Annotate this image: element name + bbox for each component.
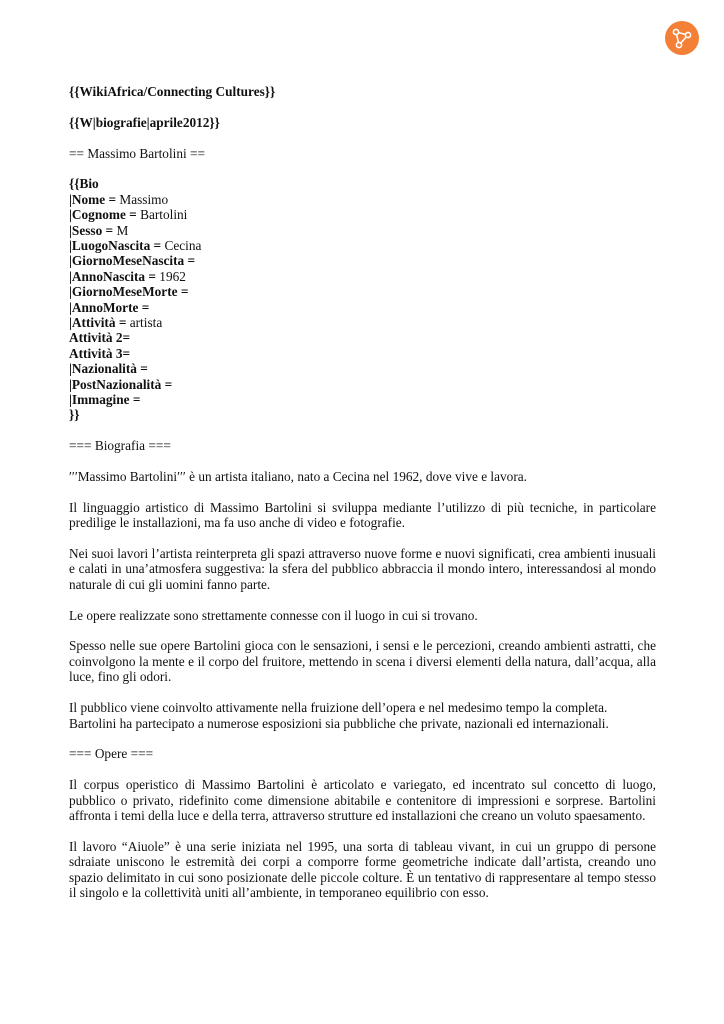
section-title: == Massimo Bartolini == (69, 145, 206, 161)
bio-template (69, 176, 656, 423)
biografia-paragraph: ′′′Massimo Bartolini′′′ è un artista italiano, nato a Cecina nel 1962, dove vive e lavora. (69, 469, 527, 485)
bio-open: {{Bio (69, 176, 99, 192)
bio-field: |GiornoMeseNascita = (69, 253, 196, 269)
biografia-paragraph: Le opere realizzate sono strettamente connesse con il luogo in cui si trovano. (69, 607, 478, 623)
bio-field: |AnnoNascita = 1962 (69, 268, 186, 284)
bio-field: Attività 2= (69, 330, 131, 346)
biografia-heading: === Biografia === (69, 438, 171, 454)
bio-close: }} (69, 407, 80, 423)
opere-heading: === Opere === (69, 746, 154, 762)
bio-field: |Nome = Massimo (69, 191, 169, 207)
template-header: {{WikiAfrica/Connecting Cultures}} (69, 84, 276, 99)
biografia-paragraph: Il pubblico viene coinvolto attivamente nella fruizione dell’opera e nel medesimo tempo la completa. Bartolini ha partecipato a numerose esposizioni sia pubbliche che private, nazionali ed internazionali. (69, 700, 609, 731)
opere-paragraph: Il corpus operistico di Massimo Bartolini è articolato e variegato, ed incentrato sul concetto di luogo, pubblico o privato, ridefinito come dimensione abitabile e contenitore di impressioni e sorprese. Bartolini affronta i temi della luce e della terra, attraverso strutture ed installazioni che creano un voluto spaesamento. (69, 777, 656, 823)
template-category: {{W|biografie|aprile2012}} (69, 114, 220, 130)
share-network-icon[interactable] (665, 21, 699, 55)
bio-field: |GiornoMeseMorte = (69, 284, 189, 300)
biografia-paragraph: Il linguaggio artistico di Massimo Bartolini si sviluppa mediante l’utilizzo di più tecniche, in particolare predilige le installazioni, ma fa uso anche di video e fotografie. (69, 499, 656, 531)
bio-field: |LuogoNascita = Cecina (69, 238, 202, 254)
bio-field: Attività 3= (69, 345, 131, 361)
bio-field: |PostNazionalità = (69, 376, 173, 392)
bio-field: |Sesso = M (69, 222, 129, 238)
bio-field: |AnnoMorte = (69, 299, 150, 315)
bio-field: |Cognome = Bartolini (69, 207, 188, 223)
biografia-paragraph: Spesso nelle sue opere Bartolini gioca con le sensazioni, i sensi e le percezioni, creando ambienti astratti, che coinvolgono la mente e il corpo del fruitore, mettendo in scena i diversi elementi della natura, dall’acqua, alla luce, fino gli odori. (69, 638, 656, 685)
bio-field: |Immagine = (69, 392, 141, 408)
bio-field: |Attività = artista (69, 315, 163, 331)
bio-field: |Nazionalità = (69, 361, 148, 377)
biografia-paragraph: Nei suoi lavori l’artista reinterpreta gli spazi attraverso nuove forme e nuovi significati, crea ambienti inusuali e calati in una’atmosfera suggestiva: la sfera del pubblico abbraccia il mondo intero, interessandosi al mondo naturale di cui gli uomini fanno parte. (69, 546, 656, 592)
opere-paragraph: Il lavoro “Aiuole” è una serie iniziata nel 1995, una sorta di tableau vivant, in cui un gruppo di persone sdraiate uniscono le estremità dei corpi a comporre forme geometriche indicate dall’artista, creando uno spazio delimitato in cui sono posizionate delle piccole colture. È un tentativo di rappresentare al tempo stesso il singolo e la collettività uniti all’ambiente, in temporaneo equilibrio con esso. (69, 838, 656, 900)
document-page (69, 84, 656, 916)
